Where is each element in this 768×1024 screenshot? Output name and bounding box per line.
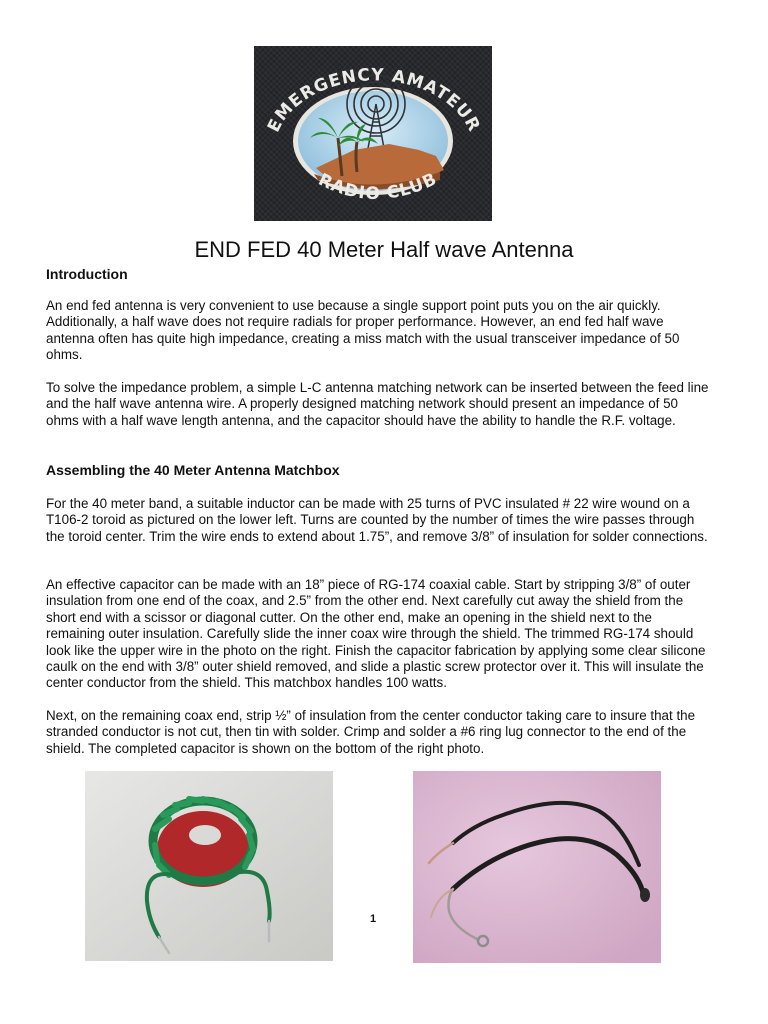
intro-heading: Introduction — [46, 266, 128, 282]
page-number: 1 — [369, 913, 377, 925]
toroid-inductor-photo — [85, 771, 333, 961]
assembly-paragraph-3: Next, on the remaining coax end, strip ½” of insulation from the center conductor taking care to insure that the stranded conductor is not cut, then tin with solder. Crimp and solder a #6 ring lug connector to the end of the shield. The completed capacitor is shown on the bottom of the right photo. — [46, 708, 696, 756]
assembly-paragraph-2: An effective capacitor can be made with an 18” piece of RG-174 coaxial cable. Start by stripping 3/8” of outer insulation from one end of the coax, and 2.5” from the other end. Next carefully cut away the shield from the short end with a scissor or diagonal cutter. On the other end, make an opening in the shield next to the remaining outer insulation. Carefully slide the inner coax wire through the shield. The trimmed RG-174 should look like the upper wire in the photo on the right. Finish the capacitor fabrication by applying some clear silicone caulk on the end with 3/8” outer shield removed, and slide a plastic screw protector over it. This will insulate the center conductor from the shield. This matchbox handles 100 watts. — [46, 577, 706, 691]
coax-capacitor-photo — [413, 771, 661, 963]
assembly-heading: Assembling the 40 Meter Antenna Matchbox — [46, 462, 340, 478]
intro-paragraph-2: To solve the impedance problem, a simple L-C antenna matching network can be inserted between the feed line and the half wave antenna wire. A properly designed matching network should present an impedance of 50 ohms with a half wave length antenna, and the capacitor should have the ability to handle the R.F. voltage. — [46, 380, 709, 428]
page-title: END FED 40 Meter Half wave Antenna — [194, 237, 574, 262]
intro-paragraph-1: An end fed antenna is very convenient to use because a single support point puts you on the air quickly. Additionally, a half wave does not require radials for proper performance. However, an end fed half wave antenna often has quite high impedance, creating a miss match with the usual transceiver impedance of 50 ohms. — [46, 298, 680, 363]
assembly-paragraph-1: For the 40 meter band, a suitable inductor can be made with 25 turns of PVC insulated # 22 wire wound on a T106-2 toroid as pictured on the lower left. Turns are counted by the number of times the wire passes through the toroid center. Trim the wire ends to extend about 1.75”, and remove 3/8” of insulation for solder connections. — [46, 496, 708, 544]
logo-top-text: EMERGENCY AMATEUR — [263, 65, 485, 136]
club-logo — [254, 46, 492, 221]
logo-bottom-text: RADIO CLUB — [314, 168, 441, 205]
